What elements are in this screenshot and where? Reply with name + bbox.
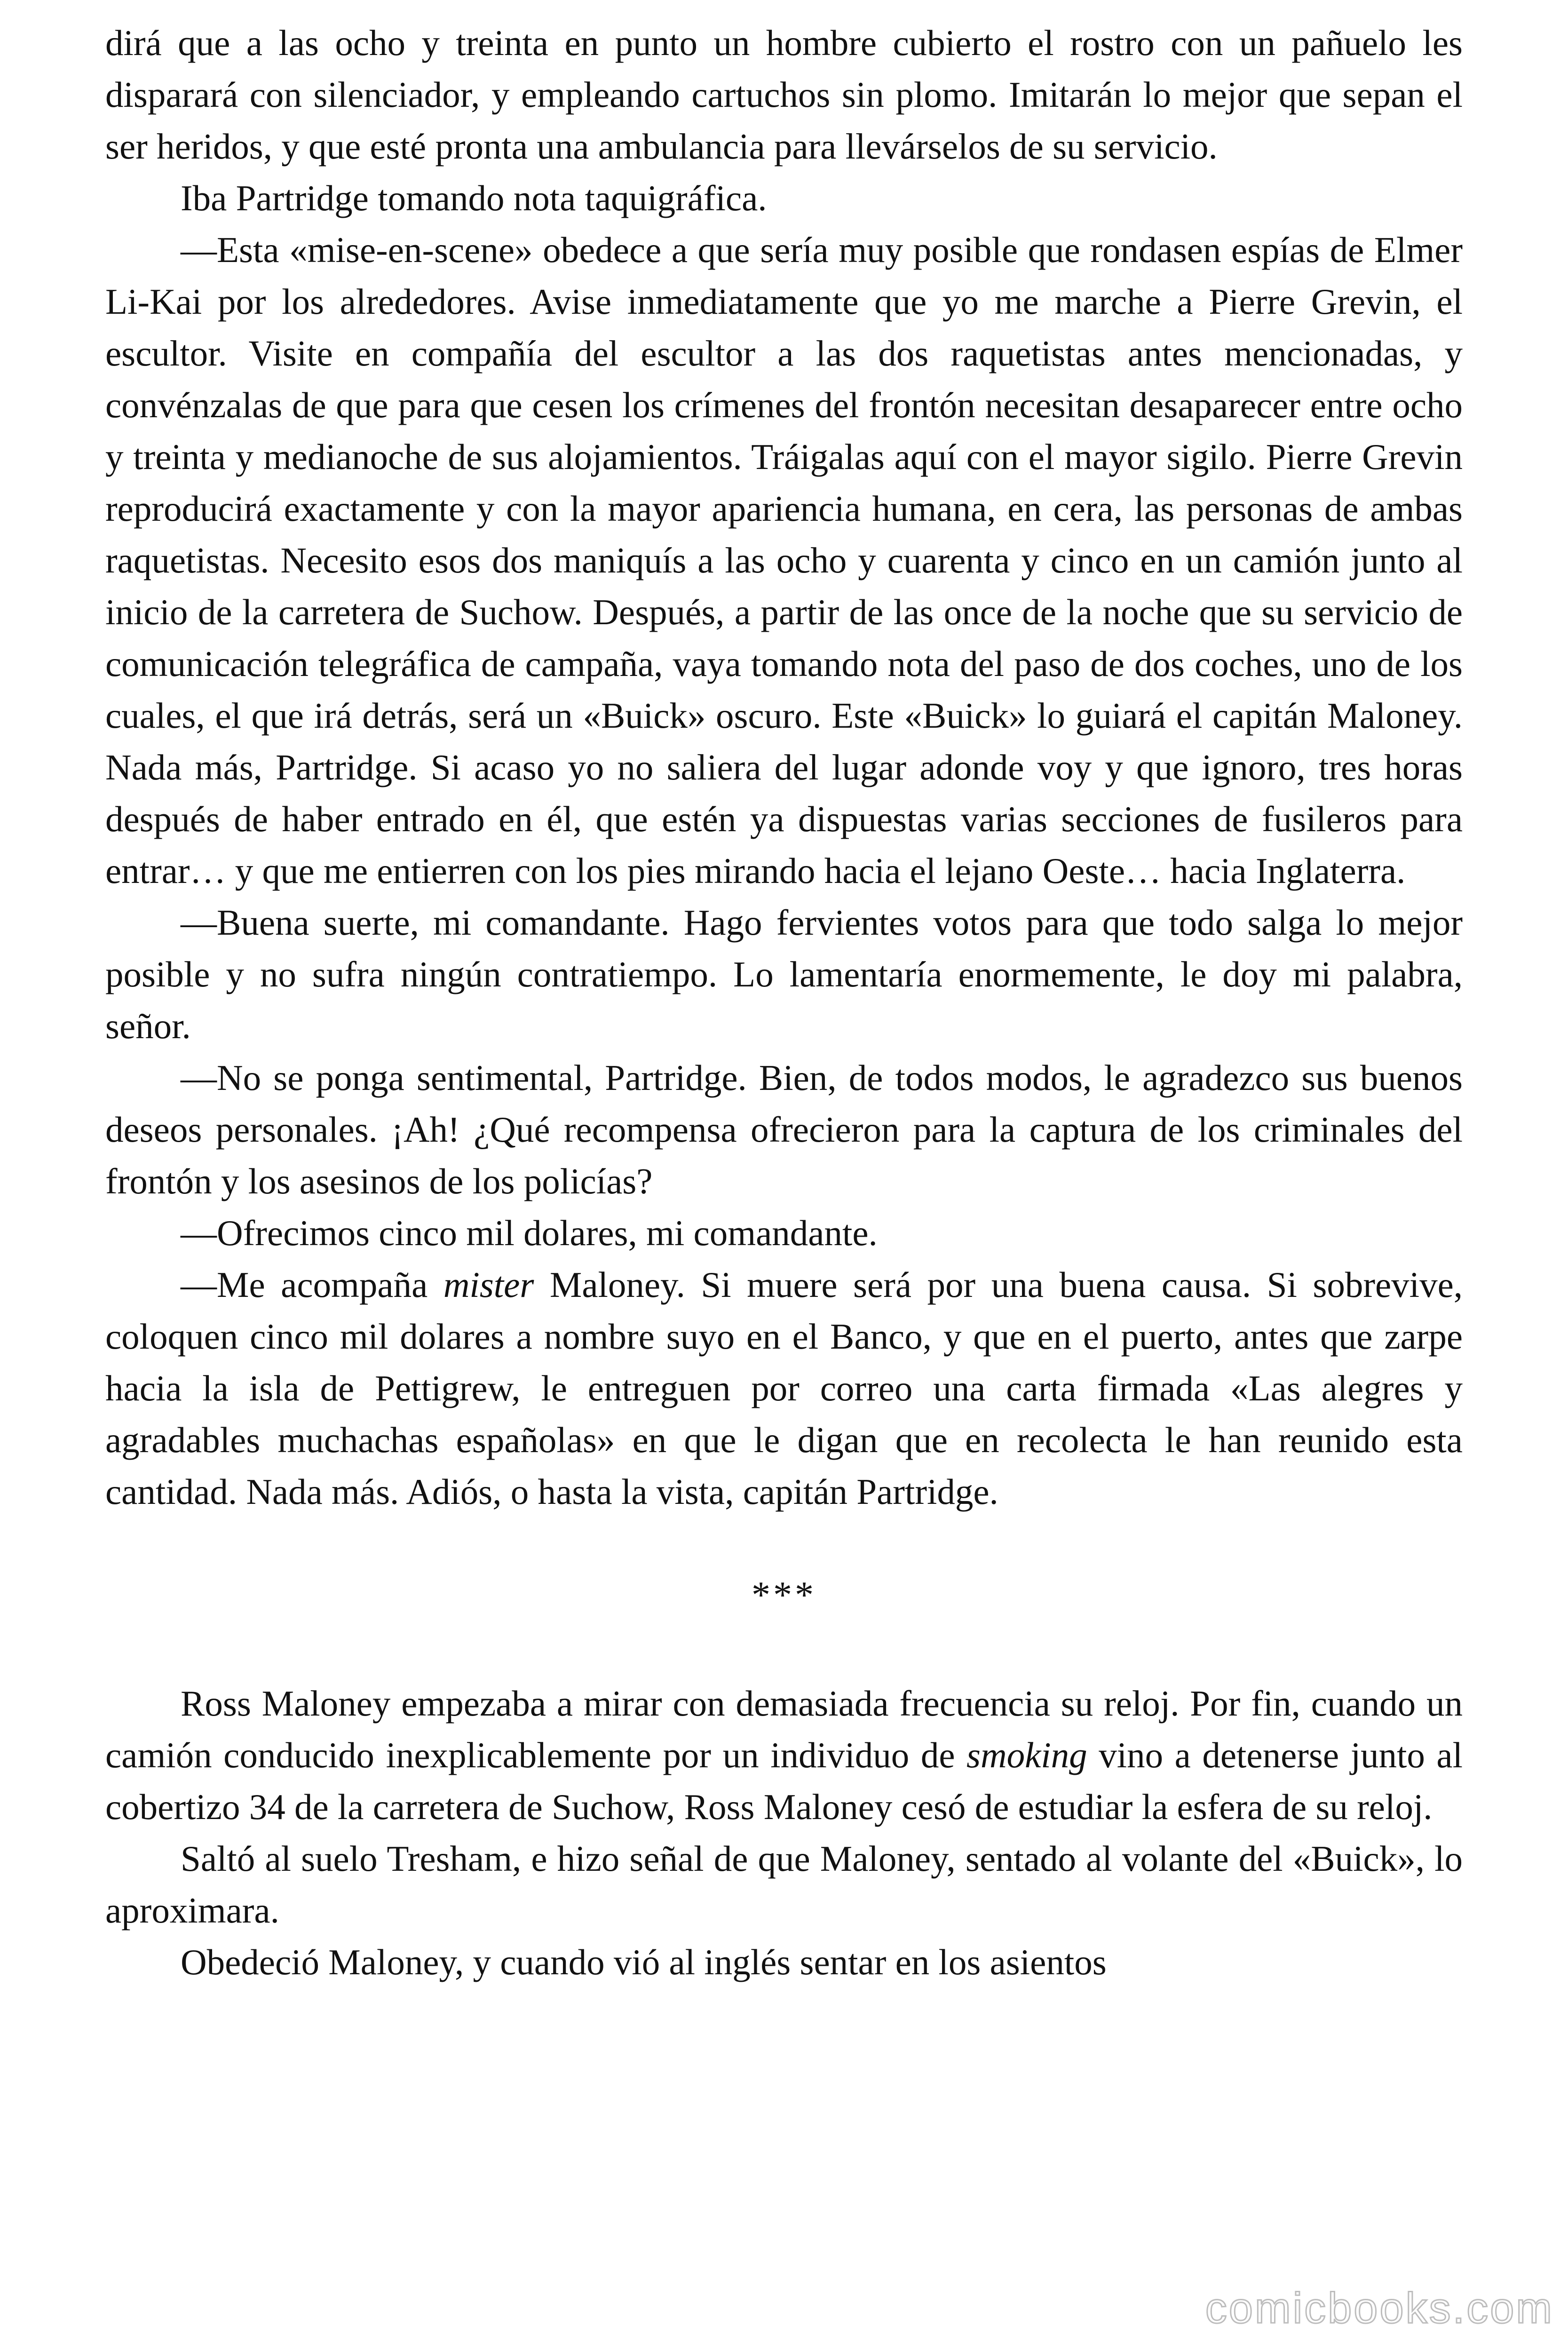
paragraph-8-text-b: vino a detenerse junto al cobertizo 34 de la carretera de Suchow, Ross Maloney cesó de estudiar la esfera de su reloj.	[105, 1735, 1463, 1827]
paragraph-3: —Esta «mise-en-scene» obedece a que sería muy posible que rondasen espías de Elmer Li-Kai por los alrededores. Avise inmediatamente que yo me marche a Pierre Grevin, el escultor. Visite en compañía del escultor a las dos raquetistas antes mencionadas, y convénzalas de que para que cesen los crímenes del frontón necesitan desaparecer entre ocho y treinta y medianoche de sus alojamientos. Tráigalas aquí con el mayor sigilo. Pierre Grevin reproducirá exactamente y con la mayor apariencia humana, en cera, las personas de ambas raquetistas. Necesito esos dos maniquís a las ocho y cuarenta y cinco en un camión junto al inicio de la carretera de Suchow. Después, a partir de las once de la noche que su servicio de comunicación telegráfica de campaña, vaya tomando nota del paso de dos coches, uno de los cuales, el que irá detrás, será un «Buick» oscuro. Este «Buick» lo guiará el capitán Maloney. Nada más, Partridge. Si acaso yo no saliera del lugar adonde voy y que ignoro, tres horas después de haber entrado en él, que estén ya dispuestas varias secciones de fusileros para entrar… y que me entierren con los pies mirando hacia el lejano Oeste… hacia Inglaterra.	[105, 230, 1463, 891]
paragraph-6: —Ofrecimos cinco mil dolares, mi comandante.	[181, 1213, 878, 1253]
paragraph-7-text-a: —Me acompaña	[181, 1264, 443, 1305]
paragraph-1: dirá que a las ocho y treinta en punto un hombre cubierto el rostro con un pañuelo les disparará con silenciador, y empleando cartuchos sin plomo. Imitarán lo mejor que sepan el ser heridos, y que esté pronta una ambulancia para llevárselos de su servicio.	[105, 23, 1463, 167]
paragraph-4: —Buena suerte, mi comandante. Hago fervientes votos para que todo salga lo mejor posible y no sufra ningún contratiempo. Lo lamentaría enormemente, le doy mi palabra, señor.	[105, 902, 1463, 1046]
paragraph-8	[105, 1677, 1463, 1833]
paragraph-5: —No se ponga sentimental, Partridge. Bien, de todos modos, le agradezco sus buenos deseos personales. ¡Ah! ¿Qué recompensa ofrecieron para la captura de los criminales del frontón y los asesinos de los policías?	[105, 1057, 1463, 1201]
paragraph-8-italic: smoking	[966, 1735, 1087, 1775]
section-separator: ***	[752, 1574, 816, 1616]
paragraph-2: Iba Partridge tomando nota taquigráfica.	[181, 178, 767, 218]
paragraph-7-text-b: Maloney. Si muere será por una buena causa. Si sobrevive, coloquen cinco mil dolares a nombre suyo en el Banco, y que en el puerto, antes que zarpe hacia la isla de Pettigrew, le entreguen por correo una carta firmada «Las alegres y agradables muchachas españolas» en que le digan que en recolecta le han reunido esta cantidad. Nada más. Adiós, o hasta la vista, capitán Partridge.	[105, 1264, 1463, 1512]
paragraph-7-italic: mister	[443, 1264, 534, 1305]
paragraph-8-text-a: Ross Maloney empezaba a mirar con demasiada frecuencia su reloj. Por fin, cuando un camión conducido inexplicablemente por un individuo de	[105, 1683, 1463, 1775]
watermark: comicbooks.com	[1205, 2284, 1554, 2332]
paragraph-10: Obedeció Maloney, y cuando vió al inglés sentar en los asientos	[181, 1942, 1107, 1982]
paragraph-7	[105, 1259, 1463, 1518]
paragraph-9: Saltó al suelo Tresham, e hizo señal de que Maloney, sentado al volante del «Buick», lo aproximara.	[105, 1838, 1463, 1931]
document-page	[105, 17, 1463, 1988]
